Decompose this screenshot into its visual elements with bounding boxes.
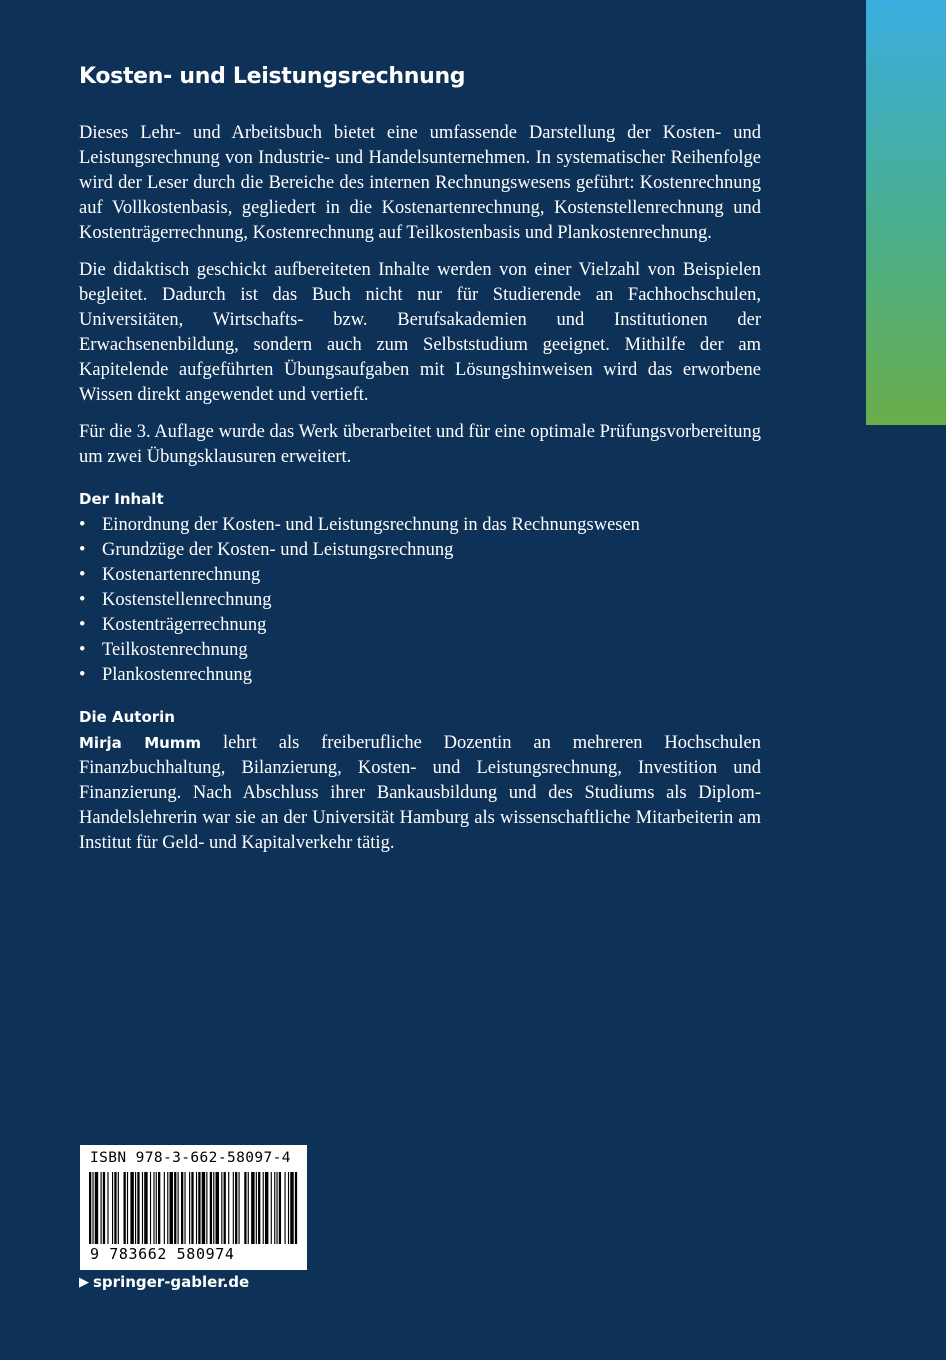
author-name: Mirja Mumm (79, 734, 202, 752)
barcode-bar (274, 1172, 275, 1244)
barcode-bar (127, 1172, 128, 1244)
barcode-bar (153, 1172, 154, 1244)
list-item: • Teilkostenrechnung (79, 638, 761, 663)
author-bio-text: lehrt als freiberufliche Dozentin an mehreren Hochschulen Finanzbuchhaltung, Bilanzierung, Kosten- und Leistungsrechnung, Investition und Finanzierung. Nach Abschluss ihrer Bankausbildung und des Studiums als Diplom-Handelslehrerin war sie an der Universität Hamburg als wissenschaftliche Mitarbeiterin am Institut für Geld- und Kapitalverkehr tätig. (79, 733, 762, 853)
barcode-bar (137, 1172, 139, 1244)
barcode-icon (89, 1172, 298, 1244)
barcode-bar (189, 1172, 190, 1244)
barcode-bar (202, 1172, 205, 1244)
barcode-bar (263, 1172, 264, 1244)
barcode-bar (158, 1172, 160, 1244)
barcode-bar (95, 1172, 98, 1244)
barcode-bar (178, 1172, 179, 1244)
description-paragraph-1: Dieses Lehr- und Arbeitsbuch bietet eine umfassende Darstellung der Kosten- und Leistungsrechnung von Industrie- und Handelsunternehmen. In systematischer Reihenfolge wird der Leser durch die Bereiche des internen Rechnungswesens geführt: Kostenrechnung auf Vollkostenbasis, gegliedert in die Kostenartenrechnung, Kostenstellenrechnung und Kostenträgerrechnung, Kostenrechnung auf Teilkostenbasis und Plankostenrechnung. (79, 123, 761, 243)
barcode-bar (144, 1172, 147, 1244)
list-item: • Kostenstellenrechnung (79, 588, 761, 613)
author-bio (79, 731, 761, 856)
barcode-bar (221, 1172, 222, 1244)
book-title: Kosten- und Leistungsrechnung (79, 64, 466, 89)
website-text: springer-gabler.de (93, 1273, 250, 1291)
barcode-bar (288, 1172, 289, 1244)
list-item: • Einordnung der Kosten- und Leistungsrechnung in das Rechnungswesen (79, 513, 761, 538)
barcode-bar (184, 1172, 185, 1244)
barcode-bar (142, 1172, 143, 1244)
barcode-bar (150, 1172, 151, 1244)
barcode-bar (92, 1172, 93, 1244)
barcode-bar (156, 1172, 157, 1244)
list-item: • Grundzüge der Kosten- und Leistungsrechnung (79, 538, 761, 563)
barcode-bar (233, 1172, 234, 1244)
website-link[interactable] (79, 1273, 249, 1291)
barcode-bar (285, 1172, 286, 1244)
barcode-bar (276, 1172, 277, 1244)
list-item: • Plankostenrechnung (79, 663, 761, 688)
barcode-bar (290, 1172, 293, 1244)
barcode-bar (206, 1172, 207, 1244)
barcode-bar (130, 1172, 133, 1244)
barcode-bar (135, 1172, 136, 1244)
barcode-bar (118, 1172, 119, 1244)
barcode-bar (103, 1172, 105, 1244)
barcode-bar (258, 1172, 260, 1244)
barcode-bar (295, 1172, 297, 1244)
barcode-bar (235, 1172, 237, 1244)
barcode-bar (213, 1172, 214, 1244)
description-paragraph-2: Die didaktisch geschickt aufbereiteten Inhalte werden von einer Vielzahl von Beispielen begleitet. Dadurch ist das Buch nicht nur für Studierende an Fachhochschulen, Universitäten, Wirtschafts- bzw. Berufsakademien und Institutionen der Erwachsenenbildung, sondern auch zum Selbststudium geeignet. Mithilfe der am Kapitelende aufgeführten Übungsaufgaben mit Lösungshinweisen wird das erworbene Wissen direkt angewendet und vertieft. (79, 260, 761, 405)
isbn-label: ISBN 978-3-662-58097-4 (90, 1150, 291, 1166)
list-item: • Kostenträgerrechnung (79, 613, 761, 638)
barcode-bar (101, 1172, 102, 1244)
arrow-right-icon: ▶ (79, 1274, 89, 1290)
back-cover-text (79, 62, 761, 868)
barcode-bar (112, 1172, 113, 1244)
barcode-box (80, 1145, 307, 1270)
barcode-bar (216, 1172, 219, 1244)
barcode-bar (191, 1172, 193, 1244)
barcode-bar (181, 1172, 183, 1244)
barcode-bar (89, 1172, 91, 1244)
barcode-bar (164, 1172, 165, 1244)
barcode-bar (256, 1172, 257, 1244)
barcode-bar (196, 1172, 197, 1244)
barcode-bar (107, 1172, 108, 1244)
barcode-bar (279, 1172, 281, 1244)
barcode-bar (244, 1172, 246, 1244)
contents-heading: Der Inhalt (79, 490, 164, 508)
barcode-bar (251, 1172, 254, 1244)
barcode-bar (210, 1172, 212, 1244)
author-heading: Die Autorin (79, 708, 175, 726)
barcode-bar (224, 1172, 226, 1244)
barcode-bar (198, 1172, 200, 1244)
barcode-bar (239, 1172, 240, 1244)
barcode-bar (265, 1172, 268, 1244)
barcode-bar (228, 1172, 229, 1244)
barcode-bar (114, 1172, 116, 1244)
barcode-bar (167, 1172, 168, 1244)
gradient-accent-strip (866, 0, 946, 425)
contents-list (79, 513, 761, 688)
barcode-bar (248, 1172, 249, 1244)
list-item: • Kostenartenrechnung (79, 563, 761, 588)
barcode-bar (170, 1172, 173, 1244)
barcode-bar (174, 1172, 176, 1244)
barcode-bar (124, 1172, 126, 1244)
barcode-bar (271, 1172, 272, 1244)
ean-digits: 9 783662 580974 (90, 1245, 235, 1263)
description-paragraph-3: Für die 3. Auflage wurde das Werk überarbeitet und für eine optimale Prüfungsvorbereitung um zwei Übungsklausuren erweitert. (79, 422, 761, 467)
